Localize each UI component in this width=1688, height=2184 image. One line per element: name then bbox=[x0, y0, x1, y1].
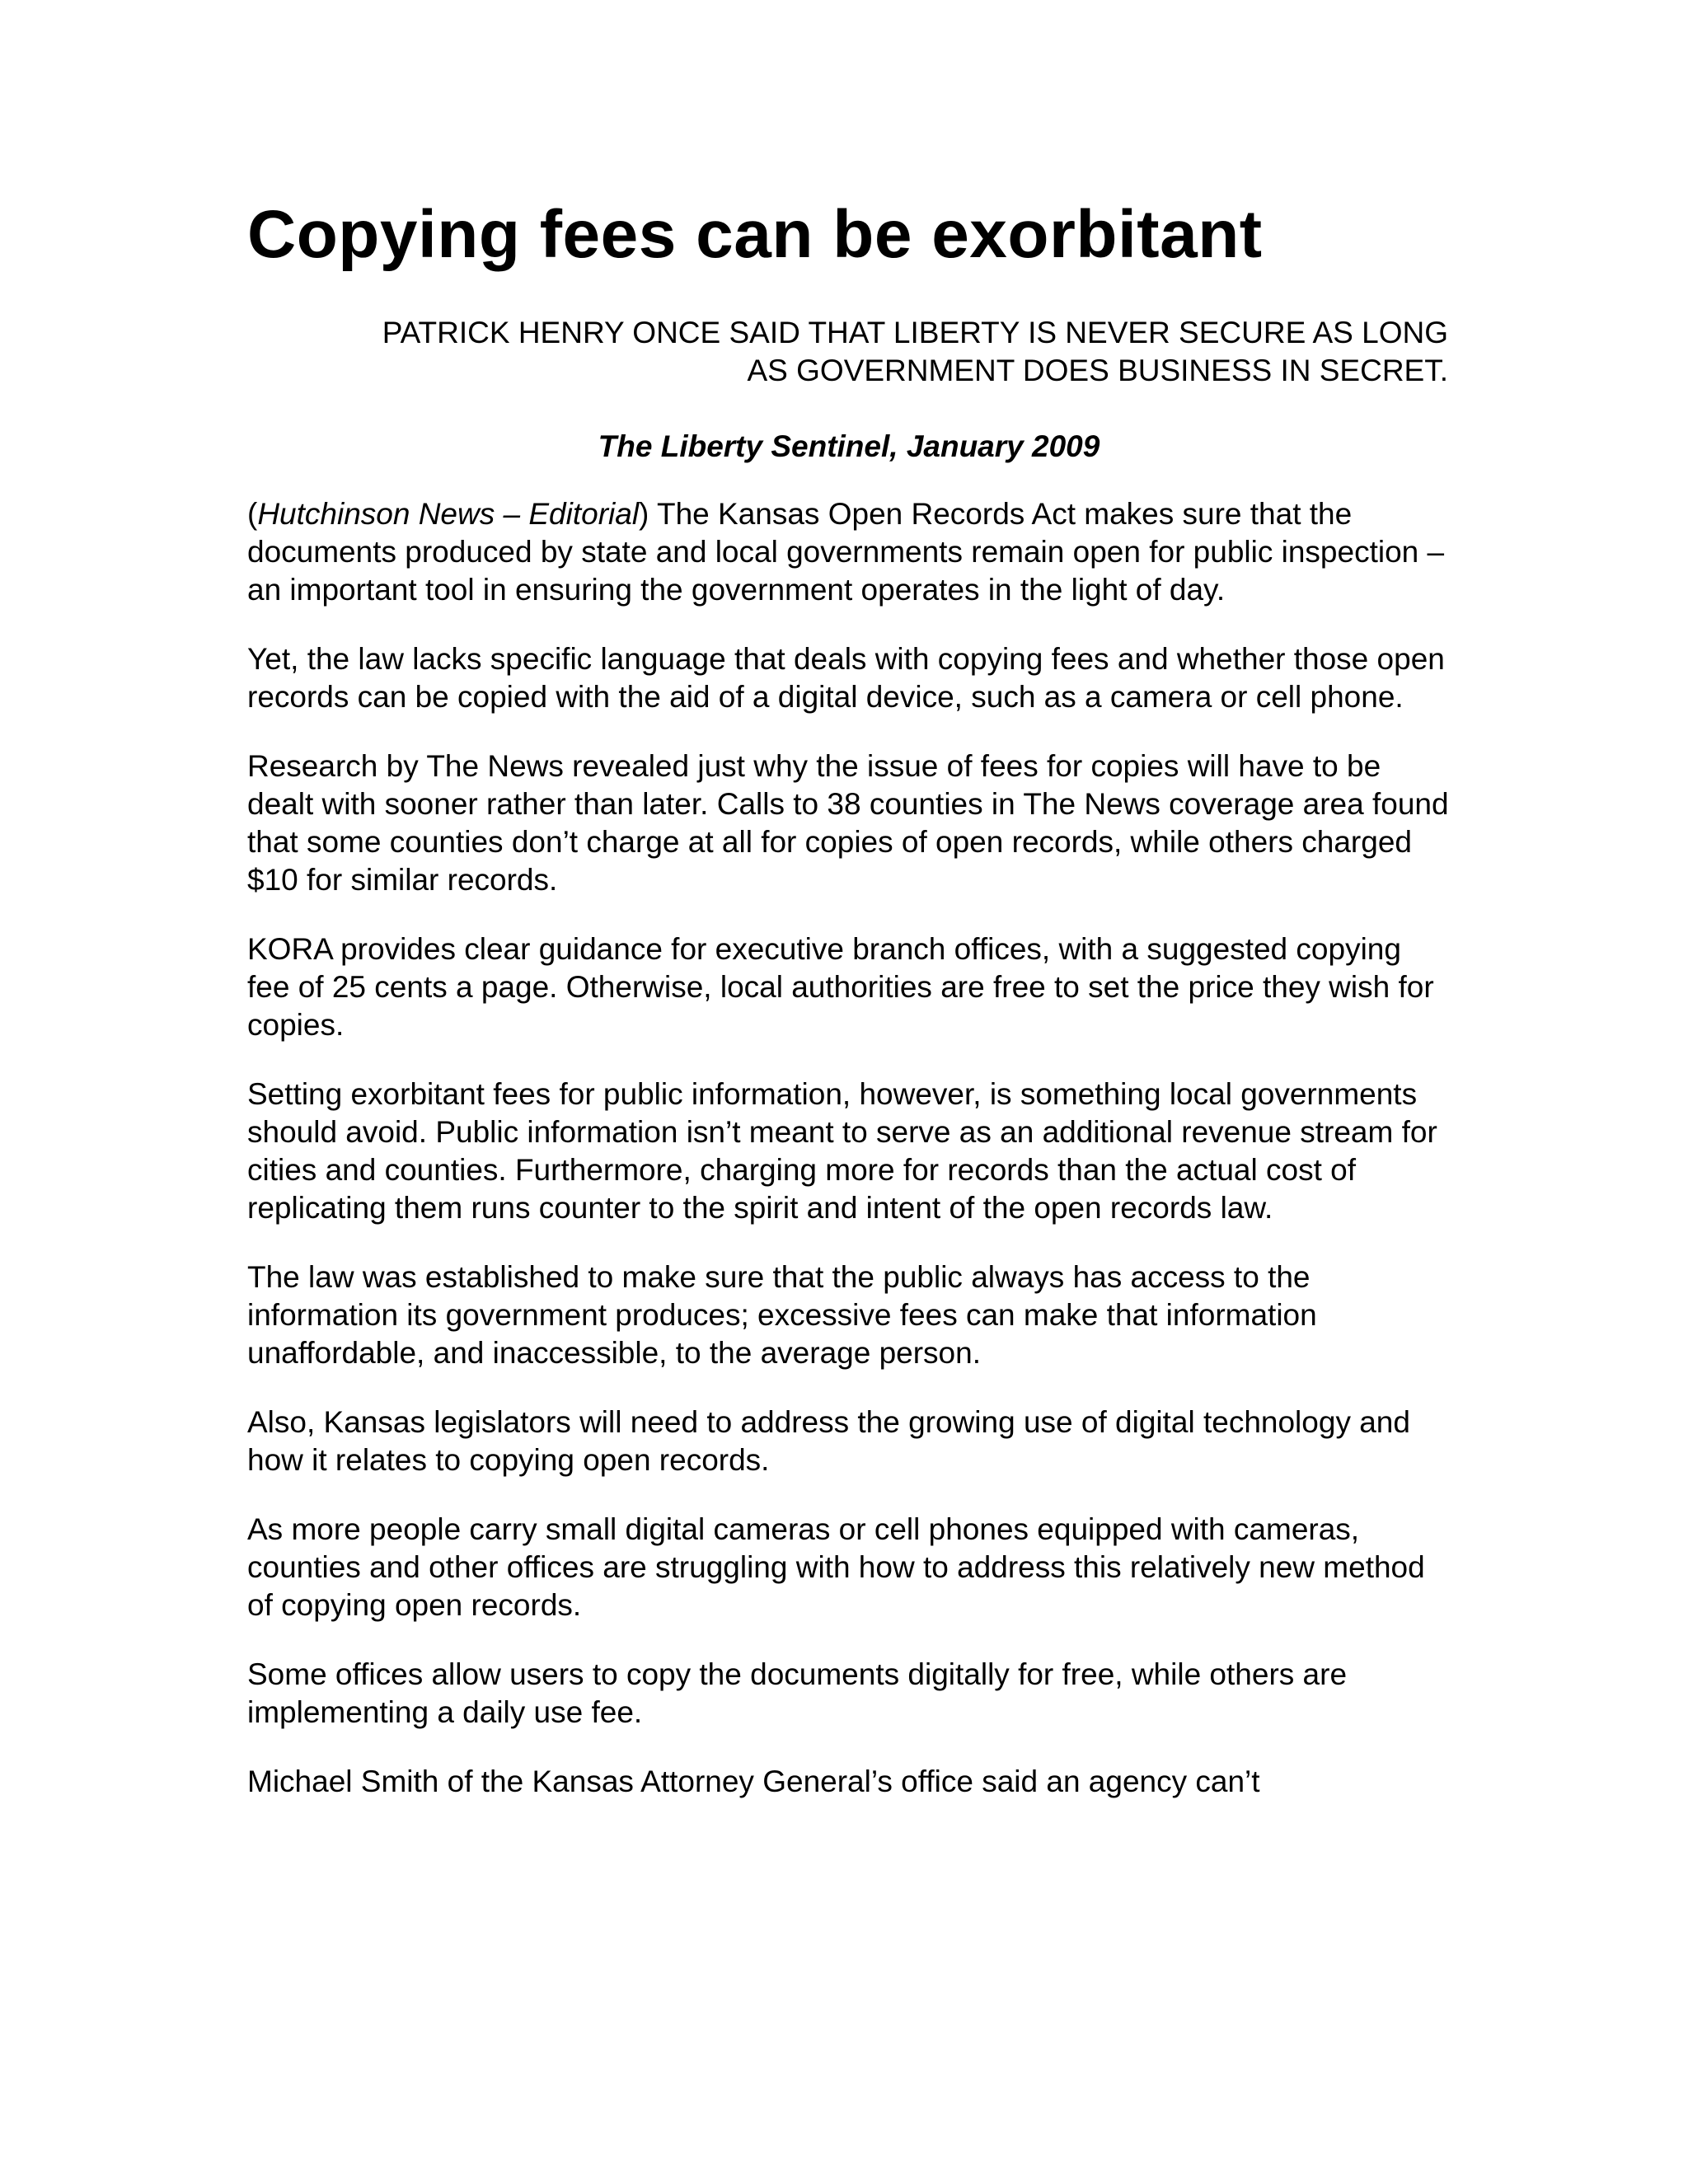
lead-publication: Hutchinson News – Editorial bbox=[257, 497, 640, 531]
paragraph: Some offices allow users to copy the documents digitally for free, while others are implementing a daily use fee. bbox=[247, 1657, 1348, 1729]
paragraph: KORA provides clear guidance for executive branch offices, with a suggested copying fee of 25 cents a page. Otherwise, local authorities are free to set the price they wish for copies. bbox=[247, 932, 1434, 1042]
document-page bbox=[247, 185, 1451, 1832]
paragraph: As more people carry small digital cameras or cell phones equipped with cameras, counties and other offices are struggling with how to address this relatively new method of copying open records. bbox=[247, 1512, 1425, 1622]
lead-paragraph bbox=[247, 495, 1451, 609]
epigraph-line-2: AS GOVERNMENT DOES BUSINESS IN SECRET. bbox=[747, 354, 1448, 387]
paragraph: Research by The News revealed just why the issue of fees for copies will have to be dealt with sooner rather than later. Calls to 38 counties in The News coverage area found that some counties don’t charge at all for copies of open records, while others charged $10 for similar records. bbox=[247, 749, 1449, 897]
lead-open-paren: ( bbox=[247, 497, 258, 531]
paragraph: Yet, the law lacks specific language that deals with copying fees and whether those open records can be copied with the aid of a digital device, such as a camera or cell phone. bbox=[247, 642, 1445, 714]
page-title: Copying fees can be exorbitant bbox=[247, 197, 1263, 272]
epigraph bbox=[247, 314, 1451, 390]
epigraph-line-1: PATRICK HENRY ONCE SAID THAT LIBERTY IS NEVER SECURE AS LONG bbox=[382, 316, 1448, 349]
paragraph: Michael Smith of the Kansas Attorney General’s office said an agency can’t bbox=[247, 1765, 1260, 1798]
paragraph: Setting exorbitant fees for public information, however, is something local governments should avoid. Public information isn’t meant to serve as an additional revenue stream for cities and counties. Furthermore, charging more for records than the actual cost of replicating them runs counter to the spirit and intent of the open records law. bbox=[247, 1077, 1437, 1225]
source-line: The Liberty Sentinel, January 2009 bbox=[598, 429, 1100, 463]
article-body bbox=[247, 495, 1451, 1801]
paragraph: Also, Kansas legislators will need to address the growing use of digital technology and how it relates to copying open records. bbox=[247, 1405, 1410, 1477]
lead-text: ) The Kansas Open Records Act makes sure that the documents produced by state and local governments remain open for public inspection – an important tool in ensuring the government operates in the light of day. bbox=[247, 497, 1445, 607]
paragraph: The law was established to make sure that the public always has access to the information its government produces; excessive fees can make that information unaffordable, and inaccessible, to the average person. bbox=[247, 1260, 1317, 1370]
